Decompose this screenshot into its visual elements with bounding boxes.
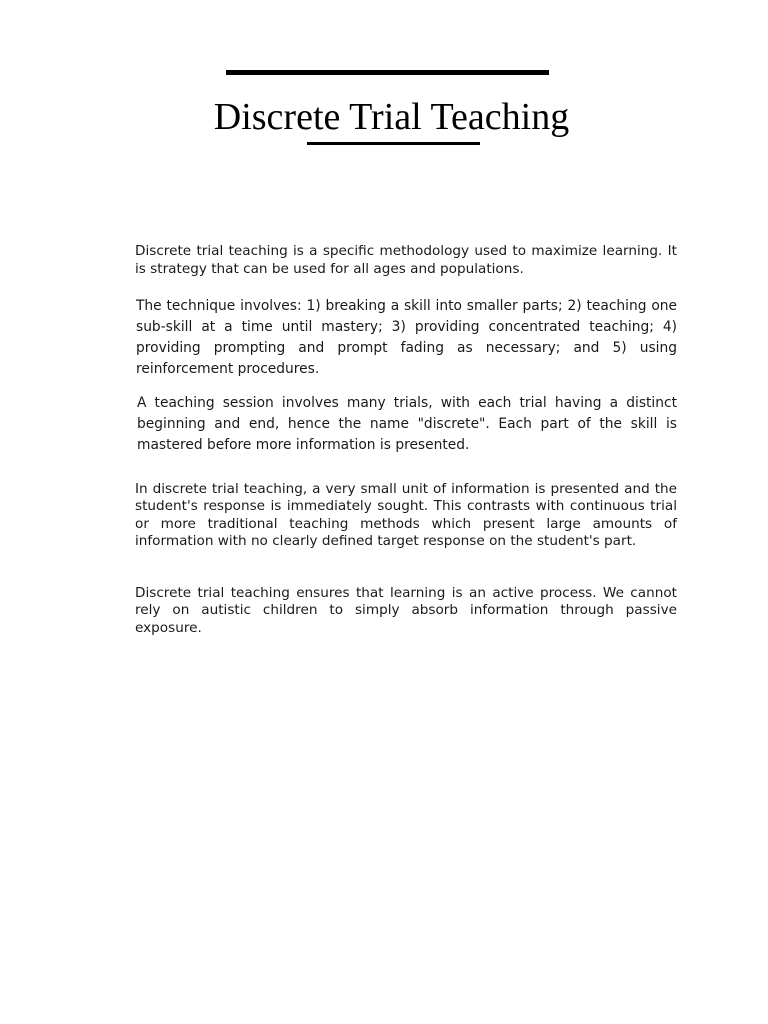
- paragraph-contrast: In discrete trial teaching, a very small unit of information is presented and the student's response is immediately sought. This contrasts with continuous trial or more traditional teaching methods which present large amounts of information with no clearly defined target response on the student's part.: [135, 481, 677, 549]
- paragraph-technique: The technique involves: 1) breaking a skill into smaller parts; 2) teaching one sub-skill at a time until mastery; 3) providing concentrated teaching; 4) providing prompting and prompt fading as necessary; and 5) using reinforcement procedures.: [136, 298, 677, 377]
- paragraph-intro: Discrete trial teaching is a specific methodology used to maximize learning. It is strategy that can be used for all ages and populations.: [135, 243, 677, 277]
- paragraph-active-process: Discrete trial teaching ensures that learning is an active process. We cannot rely on autistic children to simply absorb information through passive exposure.: [135, 585, 677, 636]
- title-underline: [307, 142, 480, 145]
- page-title: Discrete Trial Teaching: [213, 96, 570, 138]
- top-rule: [226, 70, 549, 75]
- paragraph-session: A teaching session involves many trials, with each trial having a distinct beginning and end, hence the name "discrete". Each part of the skill is mastered before more information is presented.: [137, 395, 677, 453]
